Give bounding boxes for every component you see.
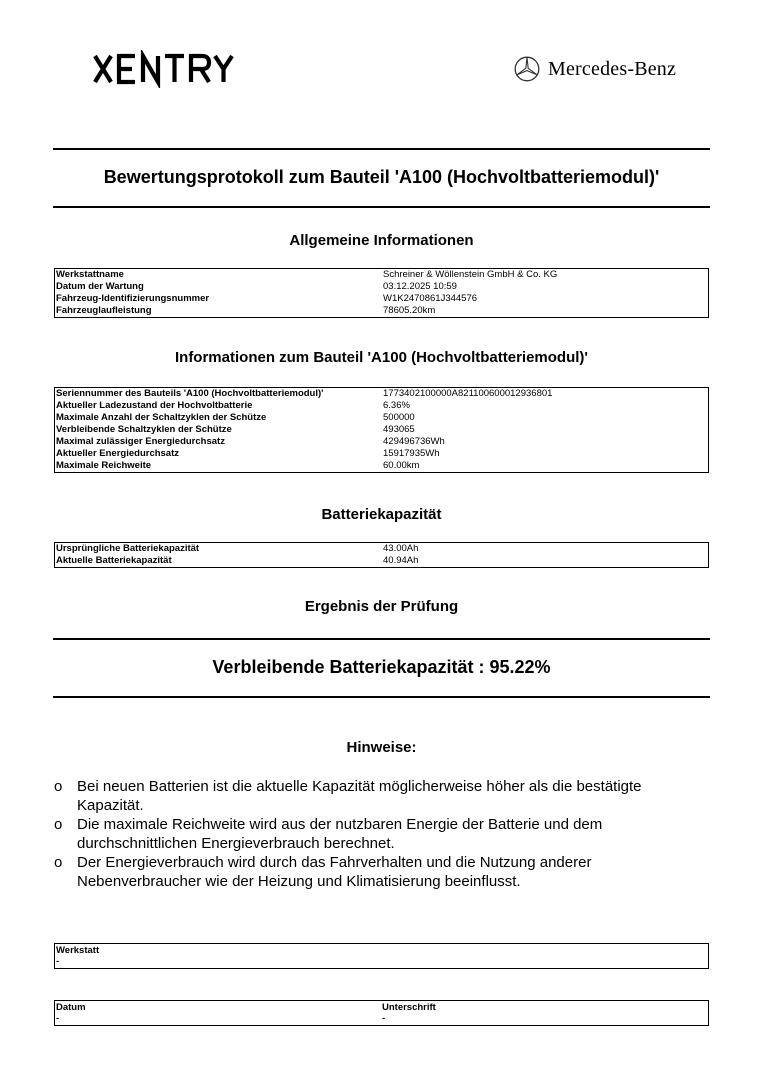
signature-label: Unterschrift bbox=[382, 1002, 436, 1013]
row-value: 78605.20km bbox=[383, 305, 436, 316]
table-row bbox=[55, 412, 709, 424]
title-rule-bottom bbox=[53, 206, 710, 208]
row-key: Fahrzeuglaufleistung bbox=[56, 305, 152, 316]
title-rule-top bbox=[53, 148, 710, 150]
row-key: Maximale Anzahl der Schaltzyklen der Schütze bbox=[56, 412, 267, 423]
row-key: Datum der Wartung bbox=[56, 281, 144, 292]
general-heading: Allgemeine Informationen bbox=[289, 232, 474, 249]
table-row bbox=[55, 293, 709, 305]
workshop-box bbox=[54, 943, 709, 969]
notes-list bbox=[54, 777, 704, 891]
capacity-table bbox=[54, 542, 709, 568]
table-row bbox=[55, 400, 709, 412]
row-value: 493065 bbox=[383, 424, 415, 435]
row-key: Fahrzeug-Identifizierungsnummer bbox=[56, 293, 210, 304]
table-row bbox=[55, 424, 709, 436]
result-rule-bottom bbox=[53, 696, 710, 698]
document-title: Bewertungsprotokoll zum Bauteil 'A100 (Hochvoltbatteriemodul)' bbox=[103, 167, 660, 187]
row-value: 6.36% bbox=[383, 400, 410, 411]
workshop-label: Werkstatt bbox=[56, 945, 100, 956]
result-heading: Ergebnis der Prüfung bbox=[304, 598, 459, 615]
result-text: Verbleibende Batteriekapazität : 95.22% bbox=[212, 657, 551, 677]
component-heading: Informationen zum Bauteil 'A100 (Hochvoltbatteriemodul)' bbox=[174, 349, 588, 366]
date-signature-box bbox=[54, 1000, 709, 1026]
row-key: Ursprüngliche Batteriekapazität bbox=[56, 543, 200, 554]
row-key: Seriennummer des Bauteils 'A100 (Hochvoltbatteriemodul)' bbox=[56, 388, 324, 399]
date-value: - bbox=[56, 1013, 60, 1024]
row-value: 40.94Ah bbox=[383, 555, 419, 566]
workshop-value: - bbox=[56, 956, 60, 967]
row-value: 429496736Wh bbox=[383, 436, 445, 447]
row-key: Aktuelle Batteriekapazität bbox=[56, 555, 172, 566]
row-key: Maximal zulässiger Energiedurchsatz bbox=[56, 436, 225, 447]
row-value: 03.12.2025 10:59 bbox=[383, 281, 457, 292]
table-row bbox=[55, 460, 709, 473]
three-pointed-star-icon bbox=[514, 56, 540, 82]
table-row bbox=[55, 305, 709, 318]
notes-heading: Hinweise: bbox=[346, 739, 417, 756]
capacity-heading: Batteriekapazität bbox=[321, 506, 442, 523]
xentry-logo bbox=[92, 50, 242, 88]
xentry-logo-text: XENTRY bbox=[92, 50, 97, 51]
row-key: Werkstattname bbox=[56, 269, 124, 280]
row-key: Aktueller Energiedurchsatz bbox=[56, 448, 180, 459]
component-table bbox=[54, 387, 709, 473]
list-item bbox=[54, 853, 704, 891]
table-row bbox=[55, 448, 709, 460]
table-row bbox=[55, 555, 709, 568]
table-row bbox=[55, 388, 709, 401]
row-key: Maximale Reichweite bbox=[56, 460, 152, 471]
table-row bbox=[55, 543, 709, 556]
row-value: 60.00km bbox=[383, 460, 420, 471]
row-value: Schreiner & Wöllenstein GmbH & Co. KG bbox=[383, 269, 558, 280]
row-value: W1K2470861J344576 bbox=[383, 293, 478, 304]
signature-value: - bbox=[382, 1013, 386, 1024]
row-value: 1773402100000A821100600012936801 bbox=[383, 388, 553, 399]
result-rule-top bbox=[53, 638, 710, 640]
row-value: 43.00Ah bbox=[383, 543, 419, 554]
row-value: 15917935Wh bbox=[383, 448, 440, 459]
table-row bbox=[55, 269, 709, 282]
table-row bbox=[55, 281, 709, 293]
list-item bbox=[54, 815, 704, 853]
note-text: Der Energieverbrauch wird durch das Fahrverhalten und die Nutzung anderer Nebenverbraucher wie der Heizung und Klimatisierung beeinflusst. bbox=[77, 854, 592, 890]
bullet-marker: o bbox=[54, 854, 63, 871]
mercedes-logo bbox=[514, 54, 676, 84]
row-value: 500000 bbox=[383, 412, 415, 423]
mercedes-logo-text: Mercedes-Benz bbox=[548, 57, 677, 80]
row-key: Aktueller Ladezustand der Hochvoltbatterie bbox=[56, 400, 253, 411]
bullet-marker: o bbox=[54, 816, 63, 833]
note-text: Die maximale Reichweite wird aus der nutzbaren Energie der Batterie und dem durchschnittlichen Energieverbrauch berechnet. bbox=[77, 816, 603, 852]
note-text: Bei neuen Batterien ist die aktuelle Kapazität möglicherweise höher als die bestätigte Kapazität. bbox=[77, 778, 642, 814]
date-label: Datum bbox=[56, 1002, 86, 1013]
table-row bbox=[55, 436, 709, 448]
general-table bbox=[54, 268, 709, 318]
list-item bbox=[54, 777, 704, 815]
row-key: Verbleibende Schaltzyklen der Schütze bbox=[56, 424, 232, 435]
bullet-marker: o bbox=[54, 778, 63, 795]
